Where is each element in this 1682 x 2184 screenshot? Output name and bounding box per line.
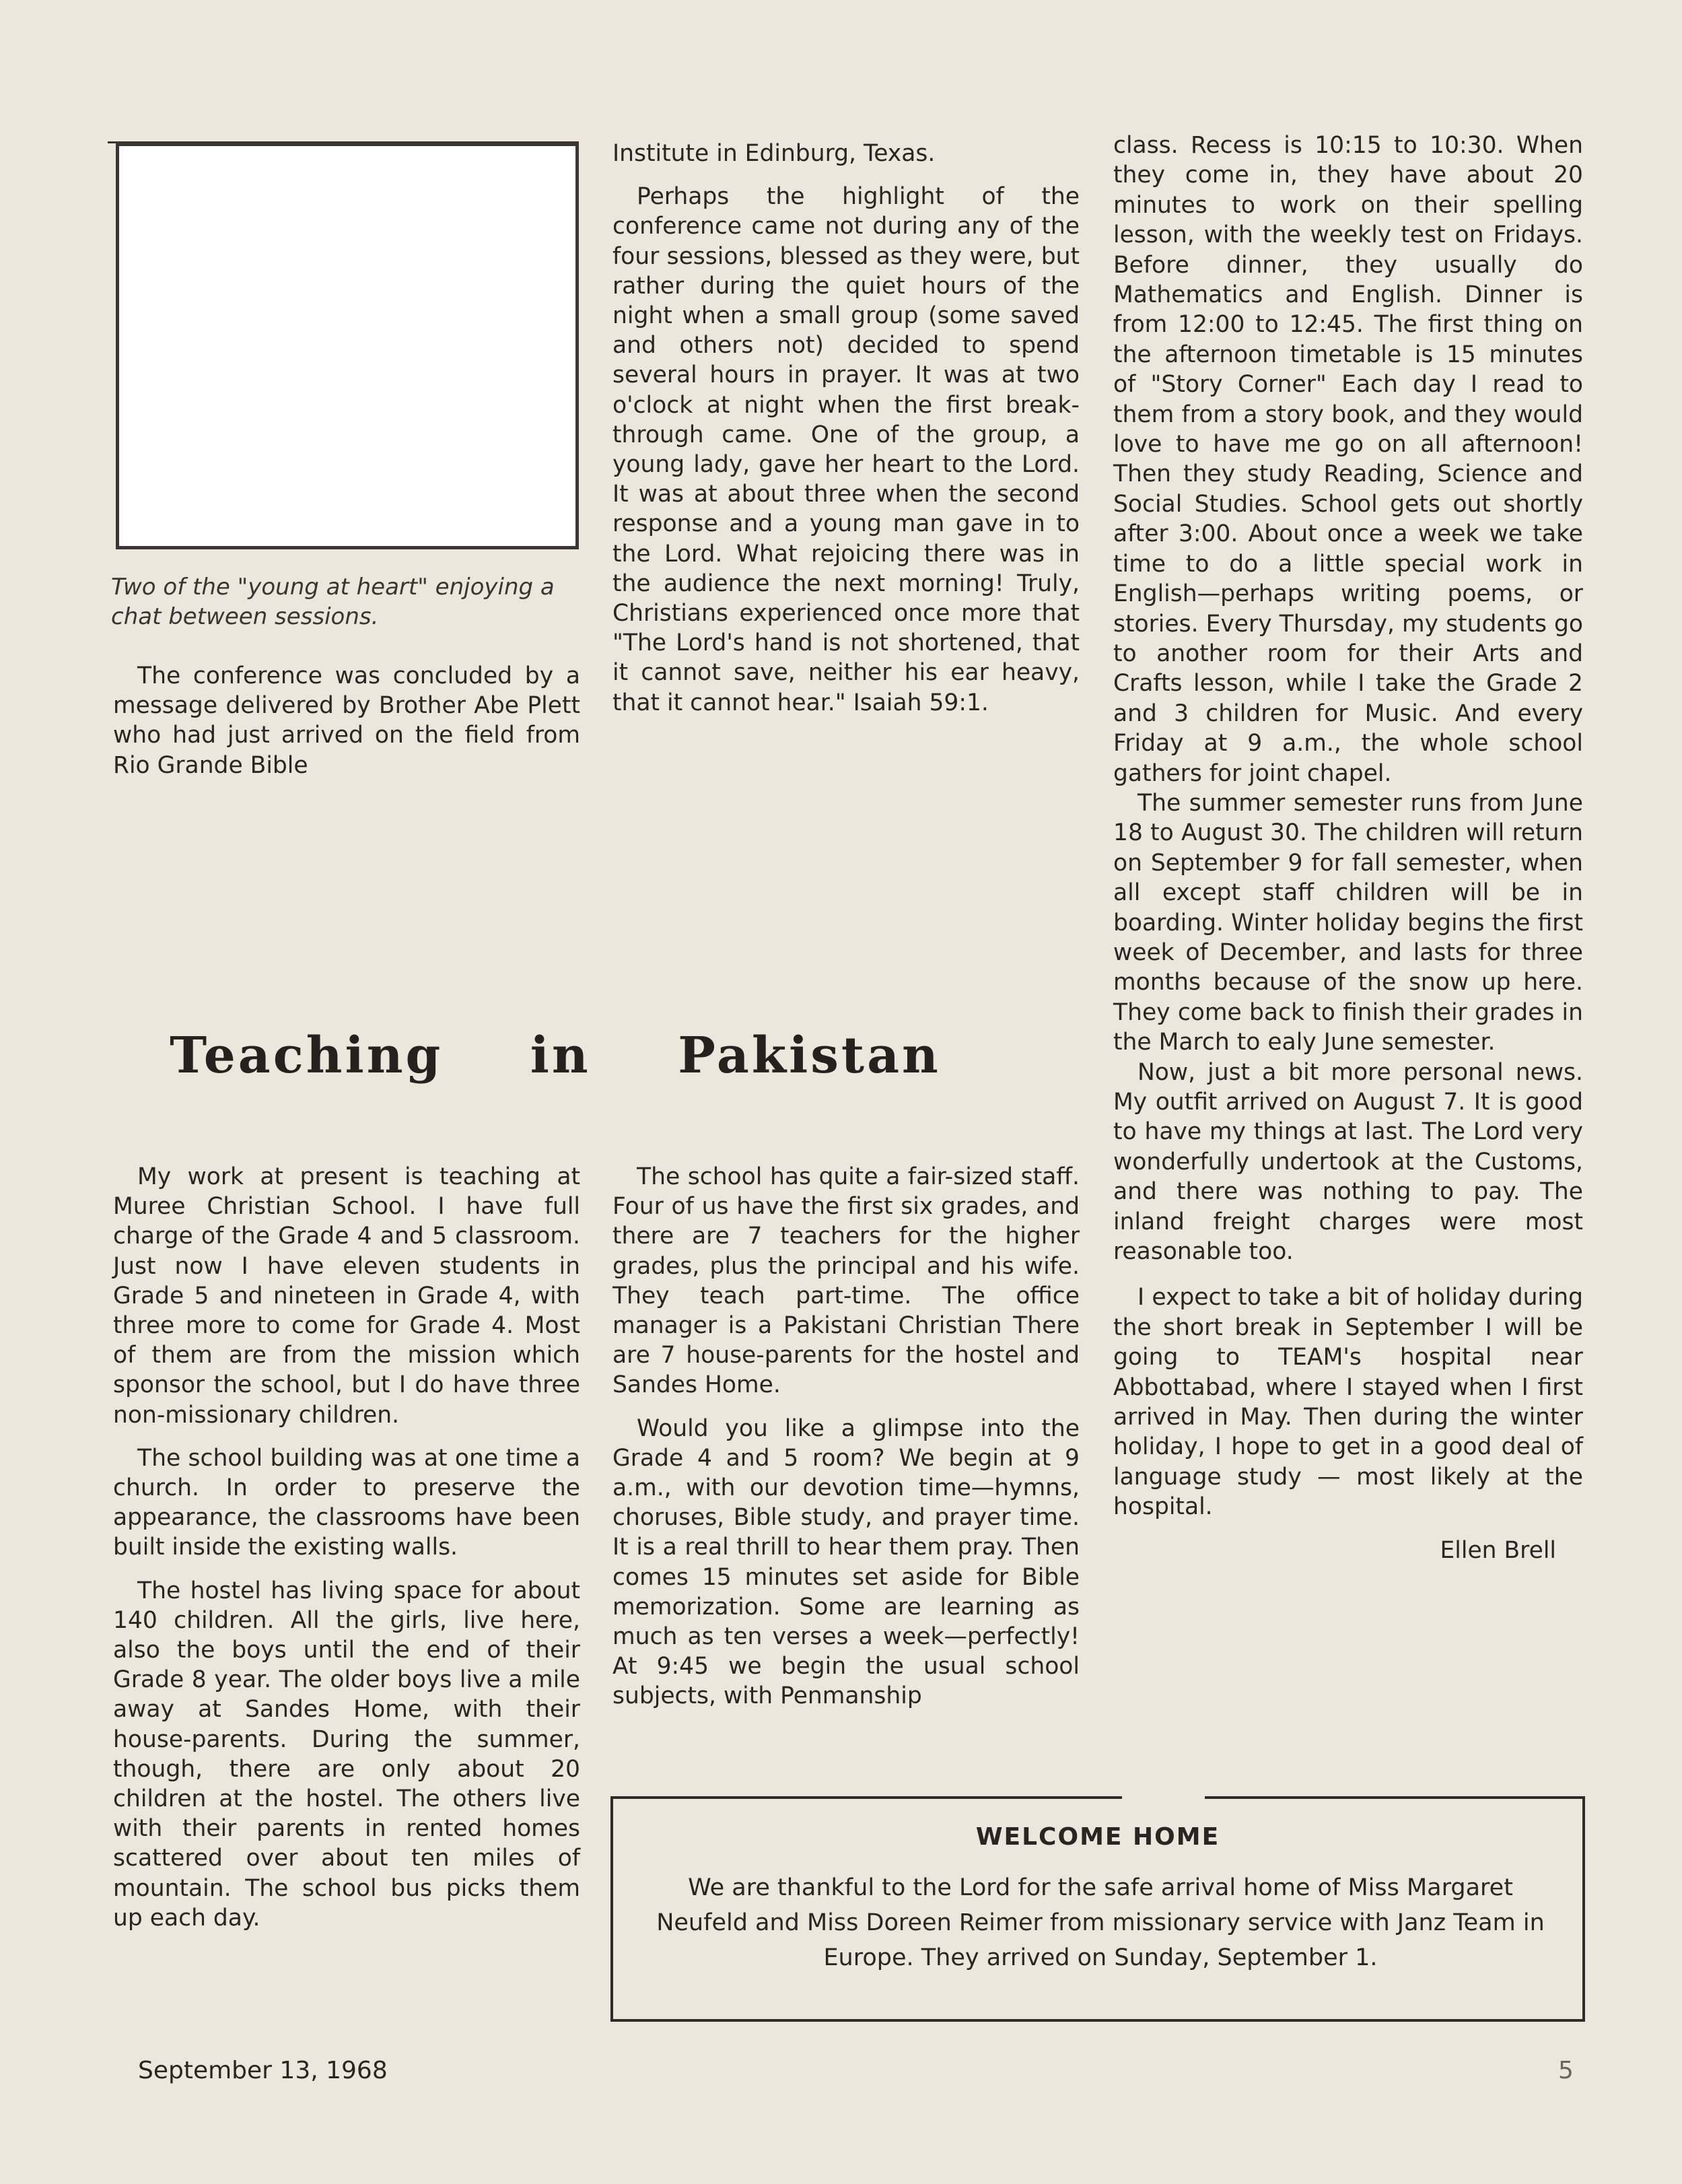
paragraph: Perhaps the highlight of the conference came not during any of the four sessions, blessed as they were, but rather during the quiet hours of the night when a small group (some saved and others not) decided to spend several hours in prayer. It was at two o'clock at night when the first break-through came. One of the group, a young lady, gave her heart to the Lord. It was at about three when the second response and a young man gave in to the Lord. What rejoicing there was in the audience the next morning! Truly, Christians experienced once more that "The Lord's hand is not shortened, that it cannot save, neither his ear heavy, that it cannot hear." Isaiah 59:1.: [612, 183, 1080, 716]
paragraph: The school building was at one time a church. In order to preserve the appearance, the classrooms have been built inside the existing walls.: [113, 1444, 580, 1561]
title-word: in: [530, 1027, 591, 1085]
conference-col-1: [113, 661, 580, 780]
paragraph: The conference was concluded by a message delivered by Brother Abe Plett who had just arrived on the field from Rio Grande Bible: [113, 662, 580, 779]
signature: Ellen Brell: [1440, 1536, 1556, 1564]
paragraph: Now, just a bit more personal news. My outfit arrived on August 7. It is good to have my things at last. The Lord very wonderfully undertook at the Customs, and there was nothing to pay. The inland freight charges were most reasonable too.: [1113, 1058, 1583, 1266]
welcome-text: We are thankful to the Lord for the safe arrival home of Miss Margaret Neufeld and Miss Doreen Reimer from missionary service with Janz Team in Europe. They arrived on Sunday, September 1.: [656, 1874, 1545, 1971]
page-number: 5: [1558, 2057, 1574, 2084]
paragraph: Institute in Edinburg, Texas.: [612, 140, 936, 167]
paragraph: The hostel has living space for about 140 children. All the girls, live here, also the boys until the end of their Grade 8 year. The older boys live a mile away at Sandes Home, with their house-parents. During the summer, though, there are only about 20 children at the hostel. The others live with their parents in rented homes scattered over about ten miles of mountain. The school bus picks them up each day.: [113, 1577, 580, 1932]
photo-caption: Two of the "young at heart" enjoying a chat between sessions.: [111, 574, 555, 630]
title-word: Teaching: [170, 1027, 444, 1085]
title-word: Pakistan: [678, 1027, 941, 1085]
article-title: [168, 1027, 942, 1085]
paragraph: class. Recess is 10:15 to 10:30. When they come in, they have about 20 minutes to work on their spelling lesson, with the weekly test on Fridays. Before dinner, they usually do Mathematics and English. Dinner is from 12:00 to 12:45. The first thing on the afternoon timetable is 15 minutes of "Story Corner" Each day I read to them from a story book, and they would love to have me go on all afternoon! Then they study Reading, Science and Social Studies. School gets out shortly after 3:00. About once a week we take time to do a little special work in English—perhaps writing poems, or stories. Every Thursday, my students go to another room for their Arts and Crafts lesson, while I take the Grade 2 and 3 children for Music. And every Friday at 9 a.m., the whole school gathers for joint chapel.: [1113, 132, 1583, 787]
paragraph: Would you like a glimpse into the Grade 4 and 5 room? We begin at 9 a.m., with our devotion time—hymns, choruses, Bible study, and prayer time. It is a real thrill to hear them pray. Then comes 15 minutes set aside for Bible memorization. Some are learning as much as ten verses a week—perfectly! At 9:45 we begin the usual school subjects, with Penmanship: [612, 1414, 1080, 1710]
paragraph: My work at present is teaching at Muree Christian School. I have full charge of the Grade 4 and 5 classroom. Just now I have eleven students in Grade 5 and nineteen in Grade 4, with three more to come for Grade 4. Most of them are from the mission which sponsor the school, but I do have three non-missionary children.: [113, 1163, 580, 1429]
paragraph: The school has quite a fair-sized staff. Four of us have the first six grades, and there are 7 teachers for the higher grades, plus the principal and his wife. They teach part-time. The office manager is a Pakistani Christian There are 7 house-parents for the hostel and Sandes Home.: [612, 1163, 1080, 1399]
box-top-rule: [1205, 1796, 1585, 1799]
article-col-1: [113, 1162, 580, 1933]
paragraph: I expect to take a bit of holiday during the short break in September I will be going to TEAM's hospital near Abbottabad, where I stayed when I first arrived in May. Then during the winter holiday, I hope to get in a good deal of language study — most likely at the hospital.: [1113, 1284, 1583, 1521]
paragraph: The summer semester runs from June 18 to August 30. The children will return on September 9 for fall semester, when all except staff children will be in boarding. Winter holiday begins the first week of December, and lasts for three months because of the snow up here. They come back to finish their grades in the March to ealy June semester.: [1113, 789, 1583, 1056]
footer-date: September 13, 1968: [138, 2057, 388, 2084]
photo: [116, 143, 579, 549]
article-col-2: [612, 1162, 1080, 1711]
welcome-title: WELCOME HOME: [975, 1823, 1220, 1851]
conference-col-2: [612, 139, 1080, 718]
article-col-3: [1113, 131, 1583, 1565]
box-top-rule: [610, 1796, 1122, 1799]
